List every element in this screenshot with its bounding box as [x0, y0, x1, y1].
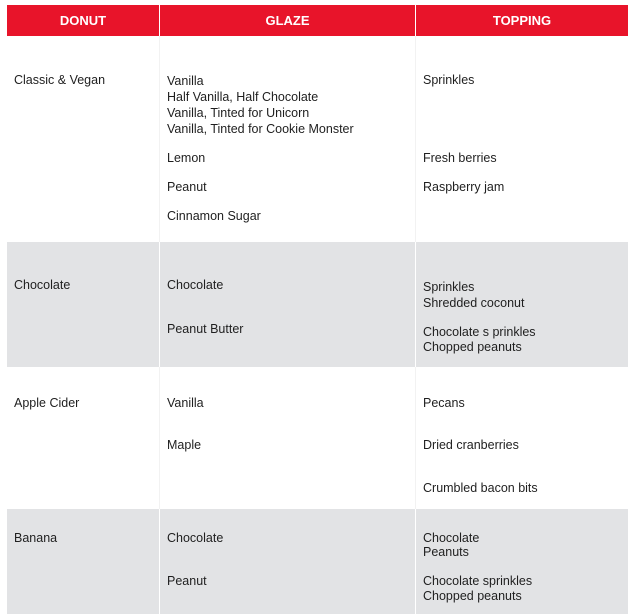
column-divider: [415, 367, 416, 509]
topping-item: Dried cranberries: [423, 438, 519, 452]
glaze-item: Chocolate: [167, 278, 224, 292]
table-row: [7, 509, 628, 614]
header-glaze: GLAZE: [265, 13, 310, 28]
column-divider: [159, 36, 160, 242]
table-row: [7, 242, 628, 367]
topping-item: Crumbled bacon bits: [423, 481, 538, 495]
topping-item: Sprinkles: [423, 73, 475, 87]
table-header: [7, 5, 628, 36]
column-divider: [415, 242, 416, 367]
topping-item: Chocolate sprinkles: [423, 574, 533, 588]
donut-name: Classic & Vegan: [14, 73, 106, 87]
header-donut: DONUT: [59, 13, 107, 28]
topping-item: Raspberry jam: [423, 180, 505, 194]
glaze-item: Maple: [167, 438, 202, 452]
topping-item: Chopped peanuts: [423, 589, 522, 603]
topping-item: Chocolate: [423, 531, 480, 545]
table-row: [7, 367, 628, 509]
column-divider: [415, 509, 416, 614]
donut-table: [7, 5, 628, 614]
glaze-item: Half Vanilla, Half Chocolate: [167, 90, 319, 104]
glaze-item: Vanilla, Tinted for Cookie Monster: [167, 122, 354, 136]
glaze-item: Peanut Butter: [167, 322, 244, 336]
topping-item: Fresh berries: [423, 151, 497, 165]
donut-name: Banana: [14, 531, 58, 545]
table-row: [7, 36, 628, 242]
glaze-item: Vanilla: [167, 74, 204, 88]
glaze-item: Lemon: [167, 151, 206, 165]
donut-name: Apple Cider: [14, 396, 80, 410]
donut-name: Chocolate: [14, 278, 71, 292]
topping-item: Chocolate s prinkles: [423, 325, 536, 339]
topping-item: Sprinkles: [423, 280, 475, 294]
glaze-item: Peanut: [167, 574, 207, 588]
topping-item: Shredded coconut: [423, 296, 525, 310]
column-divider: [159, 242, 160, 367]
column-divider: [159, 367, 160, 509]
topping-item: Chopped peanuts: [423, 340, 522, 354]
column-divider: [415, 36, 416, 242]
glaze-item: Peanut: [167, 180, 207, 194]
glaze-item: Vanilla, Tinted for Unicorn: [167, 106, 310, 120]
topping-item: Pecans: [423, 396, 465, 410]
topping-item: Peanuts: [423, 545, 469, 559]
header-topping: TOPPING: [492, 13, 552, 28]
glaze-item: Cinnamon Sugar: [167, 209, 261, 223]
column-divider: [159, 509, 160, 614]
glaze-item: Vanilla: [167, 396, 204, 410]
glaze-item: Chocolate: [167, 531, 224, 545]
